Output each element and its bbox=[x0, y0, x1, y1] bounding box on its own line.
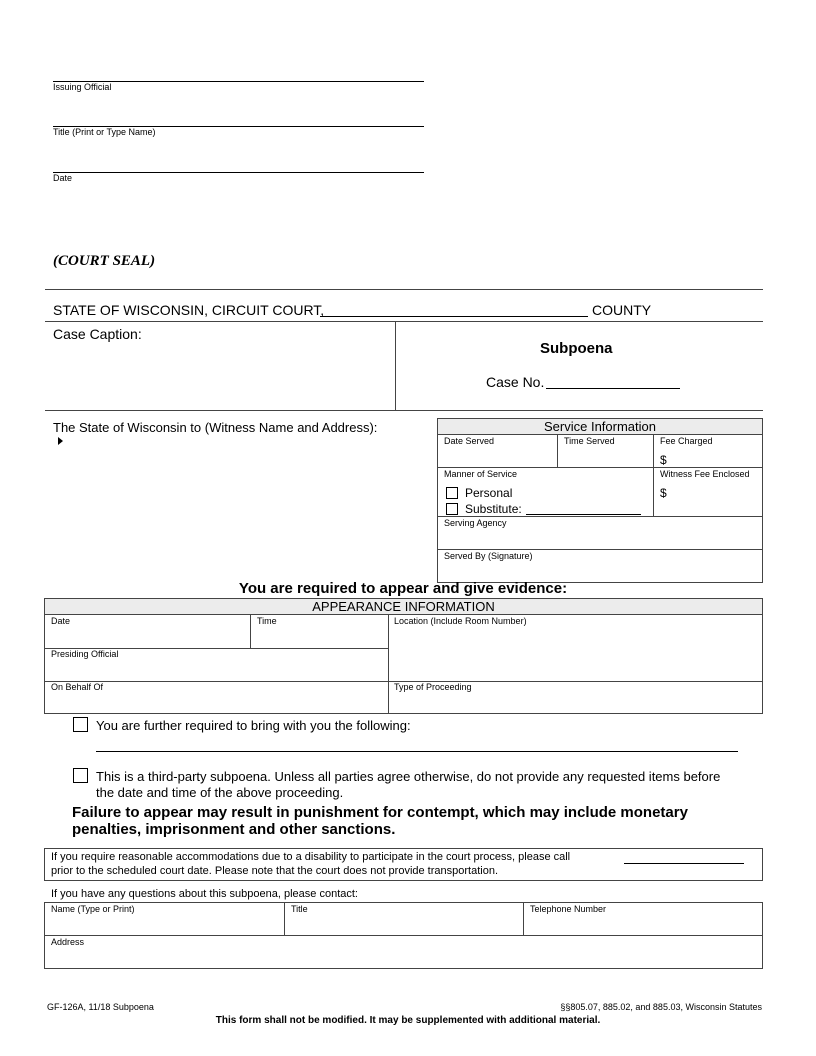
date-line[interactable] bbox=[53, 172, 424, 173]
type-of-proceeding-field[interactable]: Type of Proceeding bbox=[394, 682, 472, 692]
service-divider-1 bbox=[557, 434, 558, 467]
appearance-title: APPEARANCE INFORMATION bbox=[312, 599, 495, 614]
arrow-right-icon bbox=[58, 437, 63, 445]
appear-heading: You are required to appear and give evidence: bbox=[238, 580, 568, 597]
appearance-time-field[interactable]: Time bbox=[257, 616, 277, 626]
witness-label: The State of Wisconsin to (Witness Name and Address): bbox=[53, 420, 378, 435]
statutes: §§805.07, 885.02, and 885.03, Wisconsin Statutes bbox=[560, 1002, 762, 1012]
case-no-label: Case No. bbox=[486, 374, 545, 390]
bring-items-line[interactable] bbox=[96, 751, 738, 752]
fee-charged-dollar: $ bbox=[660, 453, 667, 467]
form-id: GF-126A, 11/18 Subpoena bbox=[47, 1002, 154, 1012]
witness-fee-dollar: $ bbox=[660, 486, 667, 500]
county-name-line[interactable] bbox=[320, 316, 588, 317]
location-field[interactable]: Location (Include Room Number) bbox=[394, 616, 527, 626]
accommodations-phone-line[interactable] bbox=[624, 863, 744, 864]
appearance-date-field[interactable]: Date bbox=[51, 616, 71, 626]
caption-divider bbox=[395, 321, 396, 410]
contact-name-field[interactable]: Name (Type or Print) bbox=[51, 904, 135, 914]
bring-items-checkbox[interactable] bbox=[73, 717, 88, 732]
contact-rule bbox=[44, 935, 763, 936]
title-label: Title (Print or Type Name) bbox=[53, 127, 156, 137]
served-by-field[interactable]: Served By (Signature) bbox=[444, 551, 533, 561]
contact-phone-field[interactable]: Telephone Number bbox=[530, 904, 607, 914]
contempt-warning-2: penalties, imprisonment and other sanctions. bbox=[72, 821, 396, 838]
service-rule-1 bbox=[437, 434, 763, 435]
appearance-divider-1 bbox=[250, 614, 251, 648]
accommodations-text-2: prior to the scheduled court date. Please note that the court does not provide transportation. bbox=[51, 865, 499, 877]
time-served-field[interactable]: Time Served bbox=[564, 436, 615, 446]
footer-notice: This form shall not be modified. It may be supplemented with additional material. bbox=[215, 1015, 601, 1026]
date-served-field[interactable]: Date Served bbox=[444, 436, 495, 446]
substitute-line[interactable] bbox=[526, 514, 641, 515]
substitute-checkbox[interactable] bbox=[446, 503, 458, 515]
issuing-official-label: Issuing Official bbox=[53, 82, 112, 92]
contact-address-field[interactable]: Address bbox=[51, 937, 85, 947]
service-title: Service Information bbox=[544, 419, 656, 434]
service-rule-4 bbox=[437, 549, 763, 550]
witness-fee-field[interactable]: Witness Fee Enclosed bbox=[660, 469, 750, 479]
court-seal: (COURT SEAL) bbox=[53, 253, 156, 269]
personal-checkbox[interactable] bbox=[446, 487, 458, 499]
appearance-rule-1 bbox=[44, 614, 763, 615]
fee-charged-field[interactable]: Fee Charged bbox=[660, 436, 713, 446]
appearance-divider-2 bbox=[388, 614, 389, 714]
case-no-line[interactable] bbox=[546, 388, 680, 389]
third-party-checkbox[interactable] bbox=[73, 768, 88, 783]
date-label: Date bbox=[53, 173, 73, 183]
service-rule-3 bbox=[437, 516, 763, 517]
service-divider-2 bbox=[653, 434, 654, 516]
header-top-rule bbox=[45, 289, 763, 290]
on-behalf-of-field[interactable]: On Behalf Of bbox=[51, 682, 104, 692]
caption-top-rule bbox=[45, 321, 763, 322]
personal-label: Personal bbox=[465, 486, 513, 500]
contact-divider-1 bbox=[284, 902, 285, 935]
bring-items-label: You are further required to bring with you the following: bbox=[96, 718, 411, 733]
service-rule-2 bbox=[437, 467, 763, 468]
case-caption-label: Case Caption: bbox=[53, 326, 142, 342]
county-label: COUNTY bbox=[592, 302, 652, 318]
contact-title-field[interactable]: Title bbox=[291, 904, 308, 914]
serving-agency-field[interactable]: Serving Agency bbox=[444, 518, 507, 528]
doc-title: Subpoena bbox=[540, 340, 613, 357]
contempt-warning-1: Failure to appear may result in punishment for contempt, which may include monetary bbox=[72, 804, 688, 821]
caption-bottom-rule bbox=[45, 410, 763, 411]
presiding-official-field[interactable]: Presiding Official bbox=[51, 649, 119, 659]
substitute-label: Substitute: bbox=[465, 502, 522, 516]
third-party-text-2: the date and time of the above proceeding. bbox=[96, 785, 344, 800]
accommodations-text-1: If you require reasonable accommodations due to a disability to participate in the court process, please call bbox=[51, 851, 571, 863]
third-party-text-1: This is a third-party subpoena. Unless all parties agree otherwise, do not provide any requested items before bbox=[96, 769, 721, 784]
contact-divider-2 bbox=[523, 902, 524, 935]
state-of-wisconsin-label: STATE OF WISCONSIN, CIRCUIT COURT, bbox=[53, 302, 325, 318]
contact-intro: If you have any questions about this subpoena, please contact: bbox=[51, 888, 358, 900]
manner-of-service-label: Manner of Service bbox=[444, 469, 518, 479]
